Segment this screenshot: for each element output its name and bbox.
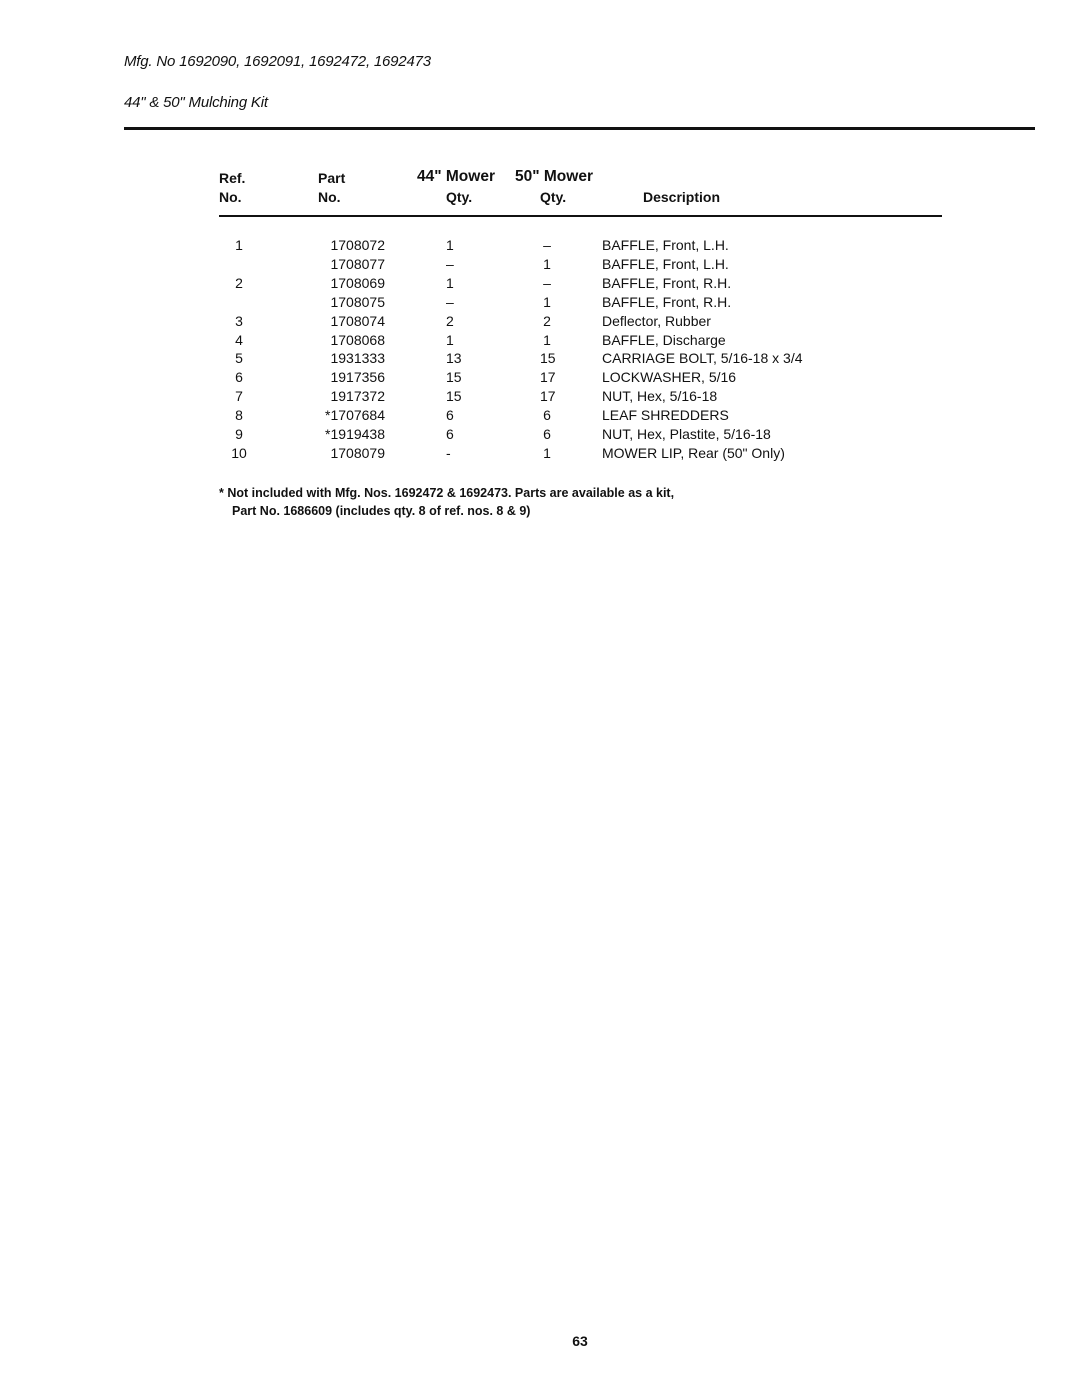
- ref-cell: 1: [235, 237, 243, 253]
- ref-cell: 6: [235, 369, 243, 386]
- qty-50-cell: 6: [543, 407, 551, 424]
- mower44-header-line1: 44" Mower: [417, 168, 495, 185]
- description-cell: BAFFLE, Front, L.H.: [602, 237, 729, 253]
- qty-44-cell: 6: [446, 426, 454, 442]
- qty-44-cell: 1: [446, 237, 454, 253]
- part-number-cell: 1931333: [330, 350, 385, 367]
- qty-44-cell: 15: [446, 388, 462, 405]
- mower44-header-line2: Qty.: [446, 189, 473, 205]
- description-cell: BAFFLE, Front, L.H.: [602, 255, 729, 272]
- ref-cell: 5: [235, 350, 243, 367]
- kit-title: 44" & 50" Mulching Kit: [124, 94, 268, 111]
- mower50-header-line1: 50" Mower: [515, 168, 593, 185]
- description-cell: Deflector, Rubber: [602, 312, 711, 329]
- qty-44-cell: 15: [446, 369, 462, 386]
- qty-44-cell: 6: [446, 407, 454, 424]
- qty-44-cell: 1: [446, 274, 454, 291]
- description-cell: LOCKWASHER, 5/16: [602, 369, 737, 386]
- description-cell: NUT, Hex, Plastite, 5/16-18: [602, 426, 771, 442]
- qty-44-cell: –: [446, 255, 454, 272]
- description-cell: NUT, Hex, 5/16-18: [602, 388, 718, 405]
- mower50-header-line2: Qty.: [540, 189, 567, 205]
- qty-44-cell: -: [446, 444, 451, 461]
- ref-header-line2: No.: [219, 189, 242, 205]
- qty-50-cell: 17: [540, 369, 556, 386]
- ref-cell: 7: [235, 388, 243, 405]
- qty-50-cell: 1: [543, 444, 551, 461]
- qty-50-cell: 1: [543, 293, 551, 310]
- part-number-cell: 1708069: [330, 274, 385, 291]
- part-number-cell: *1919438: [325, 426, 385, 442]
- footnote-line2: Part No. 1686609 (includes qty. 8 of ref. nos. 8 & 9): [232, 504, 531, 518]
- ref-cell: 10: [231, 444, 247, 461]
- qty-50-cell: 6: [543, 426, 551, 442]
- part-number-cell: 1708072: [330, 237, 385, 253]
- footnote-line1: * Not included with Mfg. Nos. 1692472 & 1692473. Parts are available as a kit,: [219, 486, 675, 500]
- table-header-divider: [219, 215, 942, 217]
- part-header-line1: Part: [318, 170, 346, 186]
- qty-44-cell: 1: [446, 331, 454, 348]
- description-cell: BAFFLE, Front, R.H.: [602, 293, 732, 310]
- ref-cell: 8: [235, 407, 243, 424]
- description-header: Description: [643, 189, 721, 205]
- ref-cell: 3: [235, 312, 243, 329]
- part-number-cell: 1708068: [330, 331, 385, 348]
- description-cell: BAFFLE, Discharge: [602, 331, 726, 348]
- ref-header-line1: Ref.: [219, 170, 246, 186]
- part-number-cell: *1707684: [325, 407, 385, 424]
- qty-44-cell: 13: [446, 350, 462, 367]
- part-number-cell: 1708077: [330, 255, 385, 272]
- part-number-cell: 1708075: [330, 293, 385, 310]
- qty-50-cell: 17: [540, 388, 556, 405]
- part-number-cell: 1708074: [330, 312, 385, 329]
- description-cell: BAFFLE, Front, R.H.: [602, 274, 732, 291]
- ref-cell: 4: [235, 331, 243, 348]
- description-cell: MOWER LIP, Rear (50" Only): [602, 444, 785, 461]
- qty-44-cell: 2: [446, 312, 454, 329]
- part-number-cell: 1917372: [330, 388, 385, 405]
- qty-50-cell: 1: [543, 331, 551, 348]
- qty-50-cell: –: [543, 237, 551, 253]
- qty-50-cell: 1: [543, 255, 551, 272]
- part-number-cell: 1917356: [330, 369, 385, 386]
- qty-44-cell: –: [446, 293, 454, 310]
- part-header-line2: No.: [318, 189, 341, 205]
- qty-50-cell: –: [543, 274, 551, 291]
- qty-50-cell: 15: [540, 350, 556, 367]
- header-divider: [124, 127, 1035, 130]
- manufacturer-numbers: Mfg. No 1692090, 1692091, 1692472, 1692473: [124, 53, 431, 70]
- description-cell: CARRIAGE BOLT, 5/16-18 x 3/4: [602, 350, 803, 367]
- description-cell: LEAF SHREDDERS: [602, 407, 729, 424]
- ref-cell: 9: [235, 426, 243, 442]
- part-number-cell: 1708079: [330, 444, 385, 461]
- qty-50-cell: 2: [543, 312, 551, 329]
- page-number: 63: [572, 1333, 588, 1349]
- ref-cell: 2: [235, 274, 243, 291]
